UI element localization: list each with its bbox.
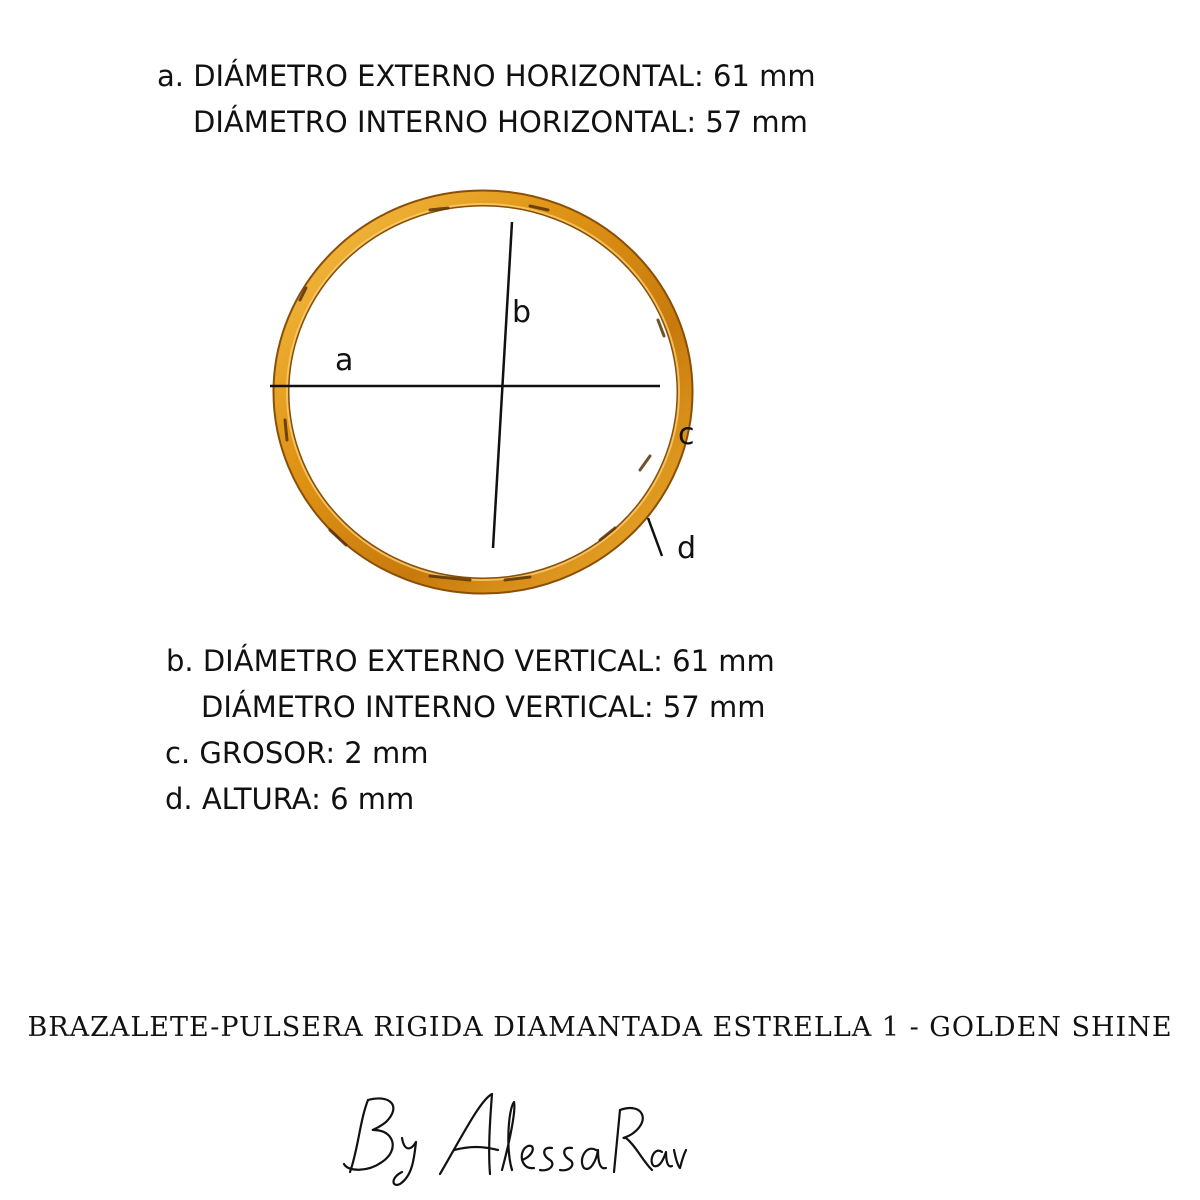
spec-height: d. ALTURA: 6 mm bbox=[165, 782, 415, 816]
bracelet-ring bbox=[281, 198, 685, 586]
spec-vertical-internal: DIÁMETRO INTERNO VERTICAL: 57 mm bbox=[201, 690, 766, 724]
spec-thickness: c. GROSOR: 2 mm bbox=[165, 736, 429, 770]
brand-signature bbox=[330, 1080, 690, 1190]
height-indicator-line bbox=[648, 518, 662, 556]
label-c: c bbox=[678, 417, 695, 452]
spec-horizontal-external: a. DIÁMETRO EXTERNO HORIZONTAL: 61 mm bbox=[157, 59, 816, 93]
product-title: BRAZALETE-PULSERA RIGIDA DIAMANTADA ESTRELLA 1 - GOLDEN SHINE bbox=[27, 1012, 1173, 1043]
spec-vertical-external: b. DIÁMETRO EXTERNO VERTICAL: 61 mm bbox=[166, 644, 775, 678]
label-a: a bbox=[335, 343, 354, 378]
spec-horizontal-internal: DIÁMETRO INTERNO HORIZONTAL: 57 mm bbox=[193, 105, 808, 139]
label-b: b bbox=[512, 295, 532, 330]
label-d: d bbox=[677, 531, 697, 566]
